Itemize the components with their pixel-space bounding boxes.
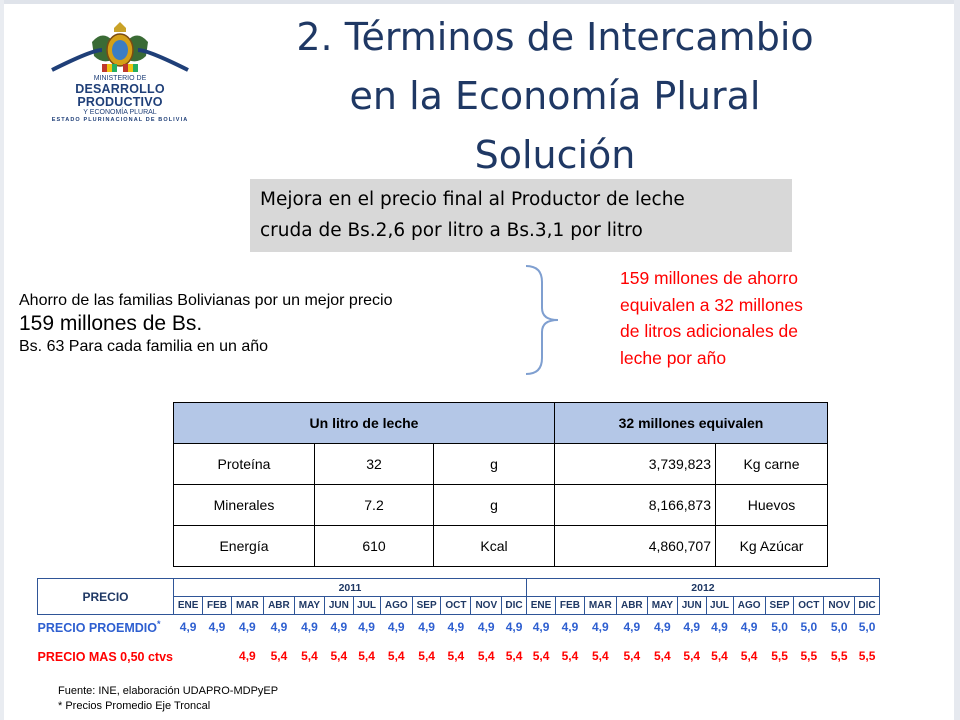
price-value: 5,4 [505, 649, 523, 663]
price-value: 4,9 [270, 620, 288, 634]
red-note-line-1: 159 millones de ahorro [620, 268, 799, 288]
month-header: ABR [616, 597, 647, 615]
price-value: 4,9 [532, 620, 550, 634]
equivalent-amount: 8,166,873 [555, 485, 716, 526]
nutrient-unit: Kcal [434, 526, 555, 567]
month-header: AGO [380, 597, 412, 615]
price-value: 5,4 [740, 649, 758, 663]
month-header: OCT [794, 597, 824, 615]
price-value: 4,9 [239, 620, 256, 634]
price-value: 5,4 [387, 649, 405, 663]
logo-estado-line: ESTADO PLURINACIONAL DE BOLIVIA [51, 117, 189, 123]
nutrient-name: Proteína [174, 444, 315, 485]
savings-line-3: Bs. 63 Para cada familia en un año [19, 338, 269, 355]
highlight-line-2: cruda de Bs.2,6 por litro a Bs.3,1 por litro [260, 220, 643, 241]
red-note-line-2: equivalen a 32 millones [620, 294, 803, 315]
price-value: 4,9 [505, 620, 523, 634]
price-value: 5,4 [683, 649, 701, 663]
price-value: 5,4 [358, 649, 375, 663]
price-row-label-text: PRECIO PROEMDIO [37, 621, 157, 636]
table-row [38, 639, 880, 673]
price-value: 4,9 [330, 620, 348, 634]
equivalent-amount: 3,739,823 [555, 444, 716, 485]
price-value: 5,0 [858, 620, 876, 634]
price-value: 5,4 [418, 649, 435, 663]
table-row [174, 444, 828, 485]
price-value: 4,9 [477, 620, 495, 634]
month-header: ABR [264, 597, 295, 615]
price-value: 5,4 [711, 649, 728, 663]
month-header: JUL [706, 597, 733, 615]
month-header: MAR [231, 597, 263, 615]
price-value: 4,9 [387, 620, 405, 634]
month-header: MAR [584, 597, 616, 615]
month-header: MAY [294, 597, 324, 615]
nutrition-header-equiv: 32 millones equivalen [555, 403, 828, 444]
price-value: 5,4 [270, 649, 288, 663]
month-header: JUN [677, 597, 706, 615]
month-header: SEP [412, 597, 441, 615]
logo-ministry-line: MINISTERIO DE [93, 75, 147, 82]
price-value: 4,9 [740, 620, 758, 634]
nutrient-name: Energía [174, 526, 315, 567]
nutrient-unit: g [434, 485, 555, 526]
family-savings-text [19, 290, 529, 357]
savings-line-2: 159 millones de Bs. [19, 312, 203, 335]
month-header: JUL [353, 597, 380, 615]
price-value: 4,9 [301, 620, 318, 634]
price-value: 4,9 [711, 620, 728, 634]
month-header: NOV [824, 597, 855, 615]
price-value: 4,9 [623, 620, 641, 634]
price-value: 5,5 [800, 649, 818, 663]
month-header: SEP [765, 597, 794, 615]
price-value: 4,9 [358, 620, 375, 634]
slide-right-border [954, 0, 960, 720]
price-value: 5,4 [561, 649, 579, 663]
nutrient-value: 610 [315, 526, 434, 567]
month-header: OCT [441, 597, 471, 615]
month-header: DIC [502, 597, 527, 615]
title-line-1: 2. Términos de Intercambio [296, 15, 814, 59]
price-label-header: PRECIO [38, 579, 174, 615]
monthly-price-table [37, 578, 880, 673]
coat-of-arms-icon [32, 20, 208, 76]
price-value: 5,5 [771, 649, 788, 663]
nutrient-value: 32 [315, 444, 434, 485]
price-value: 4,9 [683, 620, 701, 634]
nutrient-unit: g [434, 444, 555, 485]
price-row-label [38, 615, 174, 640]
red-note-line-3: de litros adicionales de [620, 321, 799, 341]
month-header: ENE [526, 597, 555, 615]
red-note-line-4: leche por año [620, 347, 727, 368]
equivalent-unit: Kg carne [716, 444, 828, 485]
ministry-logo [32, 20, 208, 123]
equivalent-amount: 4,860,707 [555, 526, 716, 567]
month-header: NOV [471, 597, 502, 615]
price-value: 4,9 [239, 649, 256, 663]
source-note [58, 684, 278, 714]
title-line-2: en la Economía Plural [349, 74, 761, 118]
price-value [203, 639, 232, 673]
source-line-2: * Precios Promedio Eje Troncal [58, 700, 211, 712]
price-value: 5,5 [830, 649, 848, 663]
logo-economia-line: Y ECONOMÍA PLURAL [83, 109, 157, 116]
brace-connector-icon [522, 264, 562, 376]
slide-top-border [0, 0, 960, 4]
month-header: ENE [174, 597, 203, 615]
slide-title [230, 8, 880, 185]
price-value: 5,4 [301, 649, 318, 663]
month-header: AGO [733, 597, 765, 615]
price-value [174, 639, 203, 673]
price-value: 4,9 [591, 620, 609, 634]
month-header: FEB [556, 597, 585, 615]
price-row-label [38, 639, 174, 673]
price-value: 5,0 [830, 620, 848, 634]
price-value: 5,5 [858, 649, 876, 663]
title-line-3: Solución [474, 133, 636, 177]
price-value: 5,4 [623, 649, 641, 663]
year-header-2011: 2011 [174, 579, 527, 597]
price-value: 4,9 [654, 620, 671, 634]
price-value: 5,4 [532, 649, 550, 663]
table-row [38, 615, 880, 640]
year-header-2012: 2012 [526, 579, 879, 597]
nutrition-equivalence-table [173, 402, 828, 567]
price-value: 5,4 [654, 649, 671, 663]
month-header: MAY [647, 597, 677, 615]
price-value: 4,9 [208, 620, 226, 634]
price-year-row [38, 579, 880, 597]
price-value: 4,9 [179, 620, 197, 634]
nutrient-value: 7.2 [315, 485, 434, 526]
price-value: 4,9 [561, 620, 579, 634]
month-header: DIC [855, 597, 880, 615]
equivalent-unit: Huevos [716, 485, 828, 526]
highlight-line-1: Mejora en el precio final al Productor de leche [260, 189, 685, 210]
table-row [174, 526, 828, 567]
table-row [174, 485, 828, 526]
price-value: 4,9 [418, 620, 435, 634]
footnote-mark: * [156, 618, 161, 629]
price-row-label-text: PRECIO MAS 0,50 ctvs [37, 650, 173, 665]
price-value: 4,9 [447, 620, 465, 634]
price-value: 5,4 [591, 649, 609, 663]
price-improvement-box [250, 179, 792, 252]
savings-line-1: Ahorro de las familias Bolivianas por un mejor precio [19, 292, 393, 309]
month-header: JUN [325, 597, 354, 615]
nutrition-header-liter: Un litro de leche [174, 403, 555, 444]
nutrition-header-row [174, 403, 828, 444]
equivalence-note [620, 265, 920, 371]
equivalent-unit: Kg Azúcar [716, 526, 828, 567]
nutrient-name: Minerales [174, 485, 315, 526]
price-value: 5,4 [447, 649, 465, 663]
price-value: 5,0 [771, 620, 788, 634]
price-value: 5,0 [800, 620, 818, 634]
month-header: FEB [203, 597, 232, 615]
logo-desarrollo-line: DESARROLLO PRODUCTIVO [75, 82, 165, 109]
price-value: 5,4 [477, 649, 495, 663]
slide-left-border [0, 0, 4, 720]
source-line-1: Fuente: INE, elaboración UDAPRO-MDPyEP [58, 685, 279, 697]
price-value: 5,4 [330, 649, 348, 663]
